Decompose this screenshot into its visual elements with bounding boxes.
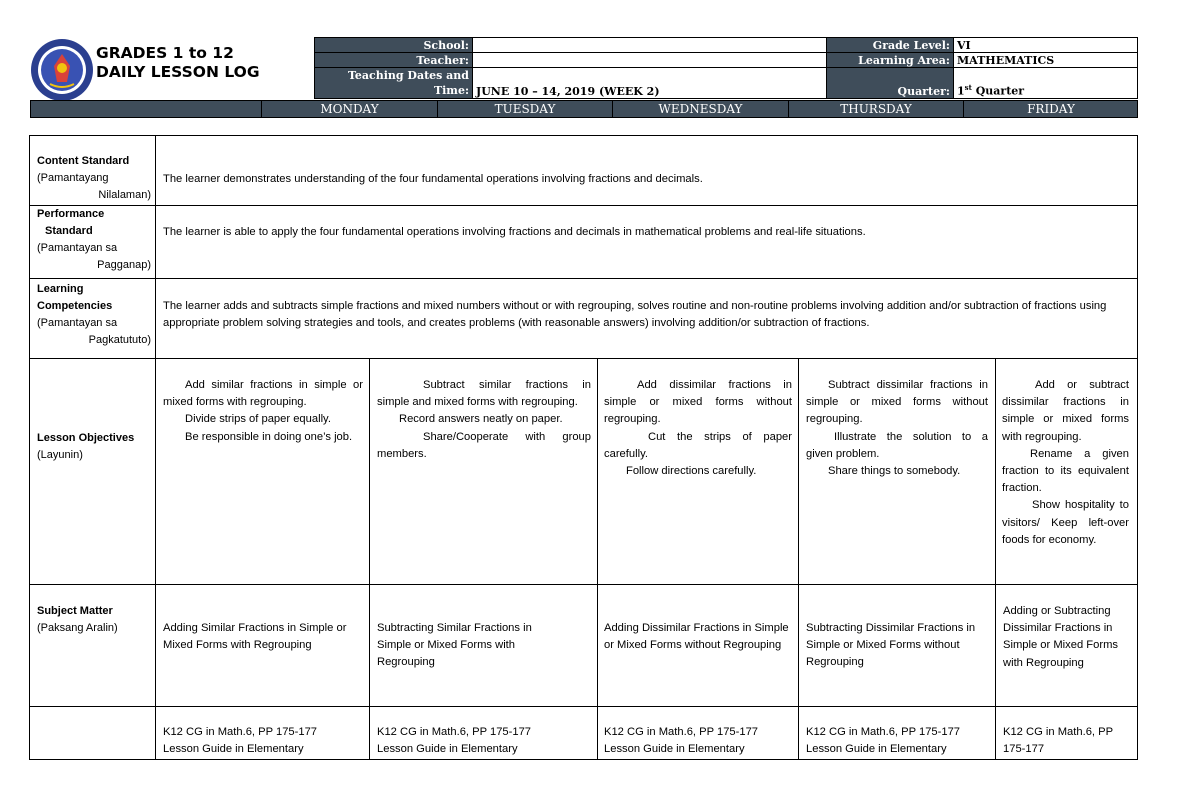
subject-matter-thursday: Subtracting Dissimilar Fractions in Simple or Mixed Forms without Regrouping xyxy=(806,622,976,669)
deped-seal-icon xyxy=(30,38,94,102)
reference-line: Lesson Guide in Elementary xyxy=(604,743,745,756)
reference-line: K12 CG in Math.6, PP 175-177 xyxy=(163,726,318,738)
school-label: School: xyxy=(315,38,473,53)
performance-standard-label-bold-2: Standard xyxy=(45,225,93,237)
content-standard-label xyxy=(37,153,151,204)
quarter-number: 1 xyxy=(957,85,965,98)
day-friday: FRIDAY xyxy=(963,101,1138,117)
reference-line: K12 CG in Math.6, PP 175-177 xyxy=(377,726,532,738)
objective-item: Subtract similar fractions in simple and mixed forms with regrouping. xyxy=(377,379,591,409)
objective-item: Divide strips of paper equally. xyxy=(185,413,331,426)
column-divider xyxy=(798,359,799,760)
row-divider xyxy=(30,358,1138,359)
reference-line: Lesson Guide in Elementary xyxy=(377,743,518,756)
quarter-value xyxy=(954,68,1138,99)
row-divider xyxy=(30,584,1138,585)
subject-matter-tuesday: Subtracting Similar Fractions in Simple or Mixed Forms with Regrouping xyxy=(377,622,532,669)
teaching-dates-value: JUNE 10 – 14, 2019 (WEEK 2) xyxy=(473,68,827,99)
content-standard-label-2: Nilalaman) xyxy=(98,189,151,201)
content-standard-text: The learner demonstrates understanding of the four fundamental operations involving fractions and decimals. xyxy=(163,173,703,185)
objective-item: Add or subtract dissimilar fractions in simple or mixed forms with regrouping. xyxy=(1002,379,1129,443)
reference-line: K12 CG in Math.6, PP 175-177 xyxy=(604,726,759,738)
subject-matter-label-bold: Subject Matter xyxy=(37,605,113,617)
learning-competencies-label-bold-2: Competencies xyxy=(37,300,113,312)
reference-line: K12 CG in Math.6, PP 175-177 xyxy=(806,726,961,738)
reference-line: Lesson Guide in Elementary xyxy=(806,743,947,756)
subject-matter-wednesday: Adding Dissimilar Fractions in Simple or Mixed Forms without Regrouping xyxy=(604,622,789,652)
objective-item: Add dissimilar fractions in simple or mixed forms without regrouping. xyxy=(604,379,792,426)
learning-competencies-label-2: Pagkatututo) xyxy=(88,334,151,346)
title-line-1: GRADES 1 to 12 xyxy=(96,44,234,62)
performance-standard-label-bold-1: Performance xyxy=(37,208,105,220)
objective-item: Show hospitality to visitors/ Keep left-over foods for economy. xyxy=(1002,499,1129,546)
learning-competencies-label-1: (Pamantayan sa xyxy=(37,317,118,329)
grade-level-value: VI xyxy=(954,38,1138,53)
references-thursday xyxy=(806,724,992,758)
references-monday xyxy=(163,724,363,758)
grade-level-label: Grade Level: xyxy=(827,38,954,53)
lesson-objectives-label-1: (Layunin) xyxy=(37,449,83,461)
day-monday: MONDAY xyxy=(261,101,437,117)
title-line-2: DAILY LESSON LOG xyxy=(96,63,260,81)
row-divider xyxy=(30,278,1138,279)
objective-item: Subtract dissimilar fractions in simple or mixed forms without regrouping. xyxy=(806,379,988,426)
teacher-value xyxy=(473,53,827,68)
subject-matter-label-1: (Paksang Aralin) xyxy=(37,622,118,634)
objective-item: Record answers neatly on paper. xyxy=(399,413,563,426)
objective-item: Follow directions carefully. xyxy=(626,465,757,478)
references-tuesday xyxy=(377,724,591,758)
school-value xyxy=(473,38,827,53)
performance-standard-text: The learner is able to apply the four fundamental operations involving fractions and decimals in mathematical problems and real-life situations. xyxy=(163,226,866,238)
objective-item: Be responsible in doing one’s job. xyxy=(185,430,353,443)
reference-line: 175-177 xyxy=(1003,743,1045,756)
quarter-suffix: st xyxy=(964,83,972,93)
subject-matter-label xyxy=(37,603,151,637)
reference-line: K12 CG in Math.6, PP xyxy=(1003,726,1114,738)
header-info-table xyxy=(314,37,1138,99)
lesson-objectives-label xyxy=(37,430,151,464)
objective-item: Cut the strips of paper carefully. xyxy=(604,430,792,460)
objectives-thursday xyxy=(806,377,988,480)
objective-item: Share/Cooperate with group members. xyxy=(377,430,591,460)
column-divider xyxy=(995,359,996,760)
lesson-objectives-label-bold: Lesson Objectives xyxy=(37,432,135,444)
reference-line: Lesson Guide in Elementary xyxy=(163,743,304,756)
page-title xyxy=(96,44,260,82)
content-standard-label-1: (Pamantayang xyxy=(37,172,109,184)
teacher-label: Teacher: xyxy=(315,53,473,68)
content-standard-label-bold: Content Standard xyxy=(37,155,130,167)
day-thursday: THURSDAY xyxy=(788,101,963,117)
column-divider xyxy=(597,359,598,760)
teaching-dates-label-1: Teaching Dates and xyxy=(347,69,469,82)
day-wednesday: WEDNESDAY xyxy=(612,101,788,117)
label-column-divider xyxy=(155,136,156,760)
row-divider xyxy=(30,706,1138,707)
objective-item: Illustrate the solution to a given problem. xyxy=(806,430,988,460)
objectives-monday xyxy=(163,377,363,446)
column-divider xyxy=(369,359,370,760)
objectives-friday xyxy=(1002,377,1129,549)
learning-competencies-label xyxy=(37,281,151,349)
learning-competencies-text: The learner adds and subtracts simple fractions and mixed numbers without or with regrouping, solves routine and non-routine problems involving addition and/or subtraction of fractions using appropriate problem solving strategies and tools, and creates problems (with reasonable answers) involving addition/or subtraction of fractions. xyxy=(163,300,1107,330)
subject-matter-friday: Adding or Subtracting Dissimilar Fractions in Simple or Mixed Forms with Regrouping xyxy=(1003,605,1119,669)
subject-matter-monday: Adding Similar Fractions in Simple or Mixed Forms with Regrouping xyxy=(163,622,347,652)
objectives-wednesday xyxy=(604,377,792,480)
learning-competencies-label-bold-1: Learning xyxy=(37,283,84,295)
performance-standard-label xyxy=(37,206,151,274)
objective-item: Share things to somebody. xyxy=(828,465,961,478)
objective-item: Rename a given fraction to its equivalent fraction. xyxy=(1002,447,1129,495)
row-divider xyxy=(30,205,1138,206)
objective-item: Add similar fractions in simple or mixed forms with regrouping. xyxy=(163,379,363,409)
quarter-label: Quarter: xyxy=(827,68,954,99)
references-wednesday xyxy=(604,724,792,758)
teaching-dates-label-2: Time: xyxy=(433,84,469,97)
teaching-dates-label xyxy=(315,68,473,99)
day-tuesday: TUESDAY xyxy=(437,101,612,117)
quarter-word: Quarter xyxy=(975,85,1025,98)
learning-area-value: MATHEMATICS xyxy=(954,53,1138,68)
objectives-tuesday xyxy=(377,377,591,463)
learning-area-label: Learning Area: xyxy=(827,53,954,68)
performance-standard-label-2: Pagganap) xyxy=(97,259,151,271)
references-friday xyxy=(1003,724,1133,758)
day-header-band xyxy=(30,100,1138,118)
performance-standard-label-1: (Pamantayan sa xyxy=(37,242,118,254)
